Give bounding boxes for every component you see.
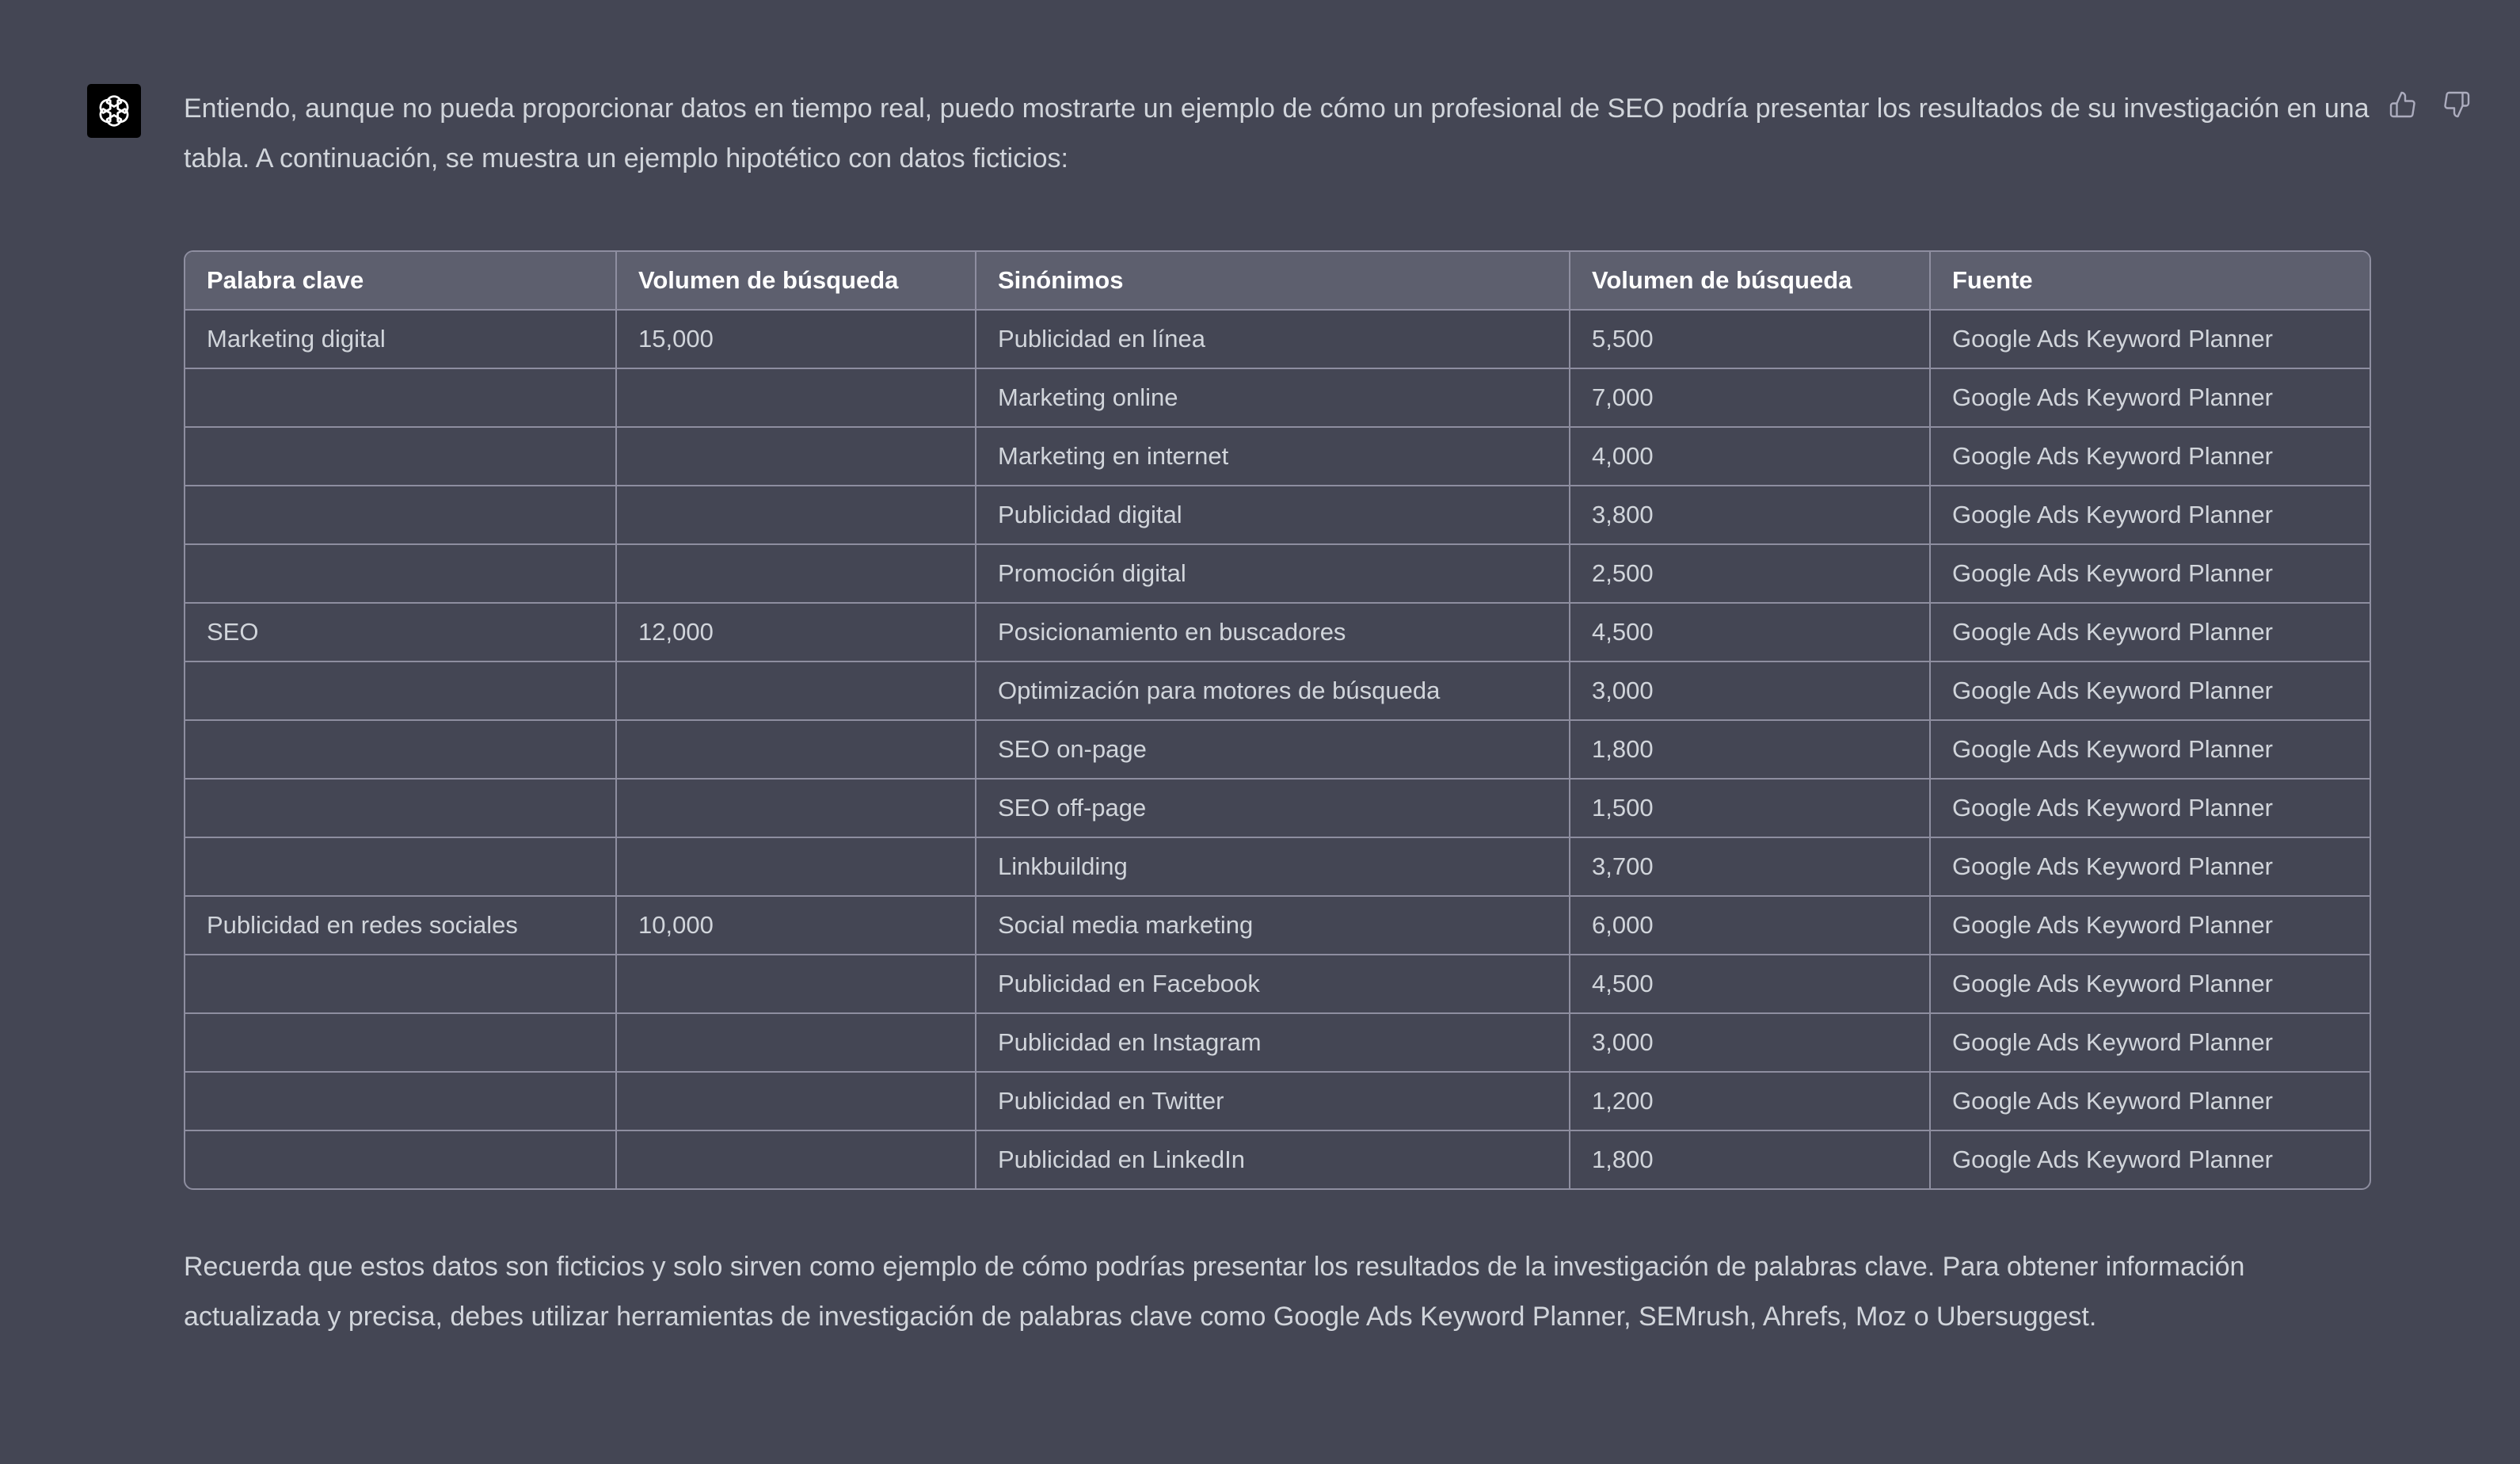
- table-cell: 10,000: [616, 896, 976, 955]
- table-cell: 4,500: [1570, 955, 1930, 1013]
- table-cell: Publicidad en LinkedIn: [976, 1130, 1570, 1188]
- table-cell: Linkbuilding: [976, 837, 1570, 896]
- table-cell: Marketing online: [976, 368, 1570, 427]
- table-cell: Publicidad en redes sociales: [185, 896, 616, 955]
- table-cell: Google Ads Keyword Planner: [1930, 544, 2370, 603]
- table-cell: Google Ads Keyword Planner: [1930, 837, 2370, 896]
- table-cell: 4,500: [1570, 603, 1930, 661]
- table-cell: 15,000: [616, 310, 976, 368]
- table-cell: SEO off-page: [976, 779, 1570, 837]
- keyword-table-container: [184, 250, 2371, 1190]
- table-row: [185, 603, 2370, 661]
- table-cell: [185, 1072, 616, 1130]
- intro-paragraph: Entiendo, aunque no pueda proporcionar datos en tiempo real, puedo mostrarte un ejemplo de cómo un profesional de SEO podría presentar los resultados de su investigación en una tabla. A continuación, se muestra un ejemplo hipotético con datos ficticios:: [184, 93, 2370, 173]
- table-row: [185, 1013, 2370, 1072]
- table-cell: 1,200: [1570, 1072, 1930, 1130]
- table-cell: [185, 1130, 616, 1188]
- table-cell: Google Ads Keyword Planner: [1930, 661, 2370, 720]
- table-row: [185, 1130, 2370, 1188]
- header-source: Fuente: [1930, 252, 2370, 310]
- header-synonym-volume: Volumen de búsqueda: [1570, 252, 1930, 310]
- table-cell: 4,000: [1570, 427, 1930, 486]
- table-row: [185, 661, 2370, 720]
- table-cell: Promoción digital: [976, 544, 1570, 603]
- table-cell: Publicidad en línea: [976, 310, 1570, 368]
- table-row: [185, 544, 2370, 603]
- table-row: [185, 486, 2370, 544]
- thumbs-down-button[interactable]: [2441, 89, 2472, 120]
- table-cell: [616, 427, 976, 486]
- table-cell: Social media marketing: [976, 896, 1570, 955]
- table-cell: 2,500: [1570, 544, 1930, 603]
- table-cell: [616, 368, 976, 427]
- table-cell: 5,500: [1570, 310, 1930, 368]
- table-cell: [616, 1013, 976, 1072]
- table-cell: Google Ads Keyword Planner: [1930, 310, 2370, 368]
- table-row: [185, 955, 2370, 1013]
- table-row: [185, 310, 2370, 368]
- table-cell: Google Ads Keyword Planner: [1930, 720, 2370, 779]
- header-search-volume: Volumen de búsqueda: [616, 252, 976, 310]
- table-cell: Marketing en internet: [976, 427, 1570, 486]
- table-row: [185, 779, 2370, 837]
- thumbs-down-icon: [2442, 90, 2471, 119]
- table-cell: Google Ads Keyword Planner: [1930, 1072, 2370, 1130]
- table-cell: 3,000: [1570, 661, 1930, 720]
- table-cell: 7,000: [1570, 368, 1930, 427]
- table-row: [185, 368, 2370, 427]
- table-cell: 3,000: [1570, 1013, 1930, 1072]
- header-keyword: Palabra clave: [185, 252, 616, 310]
- assistant-avatar: [87, 84, 141, 138]
- table-cell: [185, 544, 616, 603]
- table-cell: [185, 955, 616, 1013]
- table-cell: 1,800: [1570, 720, 1930, 779]
- table-cell: [616, 779, 976, 837]
- table-cell: Publicidad en Instagram: [976, 1013, 1570, 1072]
- feedback-buttons: [2387, 89, 2472, 120]
- table-cell: Google Ads Keyword Planner: [1930, 603, 2370, 661]
- table-row: [185, 896, 2370, 955]
- table-row: [185, 1072, 2370, 1130]
- table-cell: SEO: [185, 603, 616, 661]
- table-row: [185, 427, 2370, 486]
- table-cell: Optimización para motores de búsqueda: [976, 661, 1570, 720]
- table-cell: [616, 544, 976, 603]
- table-cell: Google Ads Keyword Planner: [1930, 486, 2370, 544]
- table-cell: [185, 837, 616, 896]
- table-cell: Google Ads Keyword Planner: [1930, 427, 2370, 486]
- keyword-table: [185, 252, 2370, 1188]
- table-cell: [616, 486, 976, 544]
- table-cell: Publicidad en Facebook: [976, 955, 1570, 1013]
- table-cell: 6,000: [1570, 896, 1930, 955]
- table-cell: Google Ads Keyword Planner: [1930, 368, 2370, 427]
- table-row: [185, 837, 2370, 896]
- table-cell: 1,500: [1570, 779, 1930, 837]
- table-row: [185, 720, 2370, 779]
- table-cell: Google Ads Keyword Planner: [1952, 1146, 2273, 1173]
- table-cell: [185, 779, 616, 837]
- table-cell: 1,800: [1570, 1130, 1930, 1188]
- table-cell: Publicidad en Twitter: [976, 1072, 1570, 1130]
- table-cell: [616, 661, 976, 720]
- outro-paragraph: Recuerda que estos datos son ficticios y solo sirven como ejemplo de cómo podrías presentar los resultados de la investigación de palabras clave. Para obtener información actualizada y precisa, debes utilizar herramientas de investigación de palabras clave como Google Ads Keyword Planner, SEMrush, Ahrefs, Moz o Ubersuggest.: [184, 1252, 2245, 1332]
- table-cell: Google Ads Keyword Planner: [1930, 779, 2370, 837]
- table-cell: [185, 368, 616, 427]
- header-synonyms: Sinónimos: [976, 252, 1570, 310]
- table-header-row: [185, 252, 2370, 310]
- table-cell: [616, 1072, 976, 1130]
- table-cell: [185, 486, 616, 544]
- table-cell: 3,800: [1570, 486, 1930, 544]
- table-cell: Google Ads Keyword Planner: [1930, 1013, 2370, 1072]
- thumbs-up-button[interactable]: [2387, 89, 2419, 120]
- table-cell: [616, 837, 976, 896]
- table-cell: [616, 1130, 976, 1188]
- table-cell: Marketing digital: [185, 310, 616, 368]
- table-cell: Google Ads Keyword Planner: [1930, 955, 2370, 1013]
- table-cell: [616, 720, 976, 779]
- openai-logo-icon: [94, 91, 134, 131]
- table-cell: Posicionamiento en buscadores: [976, 603, 1570, 661]
- table-cell: [185, 427, 616, 486]
- table-cell: [185, 1013, 616, 1072]
- table-cell: [616, 955, 976, 1013]
- table-cell: [185, 720, 616, 779]
- table-cell: Google Ads Keyword Planner: [1930, 896, 2370, 955]
- thumbs-up-icon: [2389, 90, 2417, 119]
- table-cell: 12,000: [616, 603, 976, 661]
- table-cell: [185, 661, 616, 720]
- table-cell: Publicidad digital: [976, 486, 1570, 544]
- table-cell: 3,700: [1570, 837, 1930, 896]
- table-cell: SEO on-page: [976, 720, 1570, 779]
- message-body: [184, 84, 2370, 1342]
